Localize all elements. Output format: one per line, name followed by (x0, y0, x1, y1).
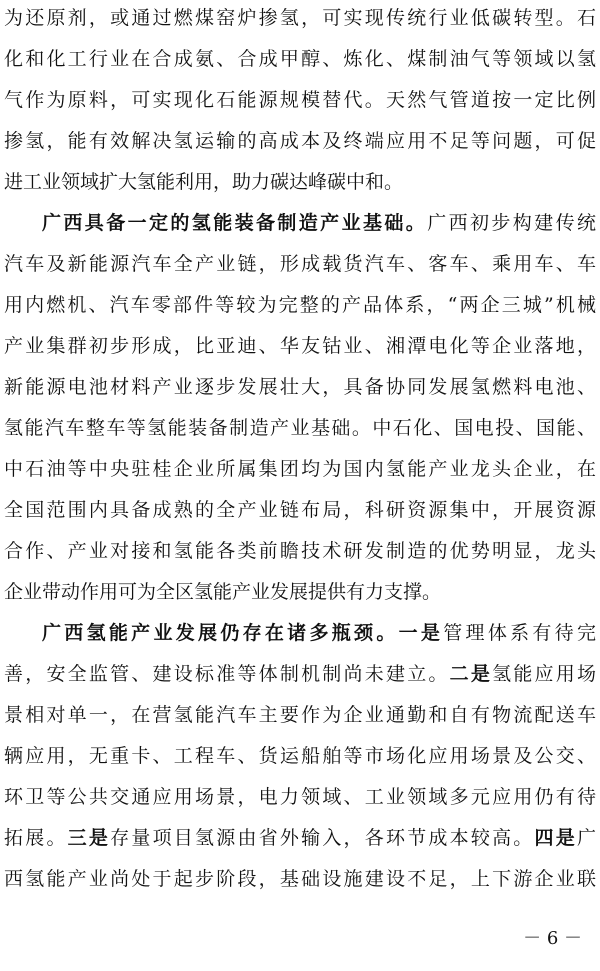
paragraph-text: 善，安全监管、建设标准等体制机制尚未建立。 (4, 663, 450, 685)
section-heading: 广西氢能产业发展仍存在诸多瓶颈。 (42, 622, 399, 644)
paragraph-line: 气作为原料，可实现化石能源规模替代。天然气管道按一定比例 (4, 89, 596, 111)
paragraph-line: 全国范围内具备成熟的全产业链布局，科研资源集中，开展资源 (4, 499, 596, 521)
paragraph-line: 新能源电池材料产业逐步发展壮大，具备协同发展氢燃料电池、 (4, 376, 596, 398)
paragraph-text: 氢能应用场 (492, 663, 596, 685)
paragraph-line: 辆应用，无重卡、工程车、货运船舶等市场化应用场景及公交、 (4, 745, 596, 767)
paragraph-text: 拓展。 (4, 827, 68, 849)
paragraph-line: 掺氢，能有效解决氢运输的高成本及终端应用不足等问题，可促 (4, 130, 596, 152)
paragraph-heading-line (42, 205, 596, 241)
paragraph-line: 合作、产业对接和氢能各类前瞻技术研发制造的优势明显，龙头 (4, 540, 596, 562)
paragraph-line (4, 656, 596, 692)
paragraph-line: 企业带动作用可为全区氢能产业发展提供有力支撑。 (4, 581, 442, 603)
paragraph-line: 产业集群初步形成，比亚迪、华友钴业、湘潭电化等企业落地， (4, 335, 596, 357)
paragraph-text: 存量项目氢源由省外输入，各环节成本较高。 (110, 827, 535, 849)
paragraph-line: 进工业领域扩大氢能利用，助力碳达峰碳中和。 (4, 171, 404, 193)
paragraph-text: 广西初步构建传统 (427, 212, 596, 234)
paragraph-text: 广 (576, 827, 596, 849)
paragraph-line: 为还原剂，或通过燃煤窑炉掺氢，可实现传统行业低碳转型。石 (4, 7, 596, 29)
paragraph-line: 环卫等公共交通应用场景，电力领域、工业领域多元应用仍有待 (4, 786, 596, 808)
paragraph-line: 中石油等中央驻桂企业所属集团均为国内氢能产业龙头企业，在 (4, 458, 596, 480)
point-label: 二是 (449, 663, 493, 685)
paragraph-line: 景相对单一，在营氢能汽车主要作为企业通勤和自有物流配送车 (4, 704, 596, 726)
paragraph-line: 化和化工行业在合成氨、合成甲醇、炼化、煤制油气等领域以氢 (4, 48, 596, 70)
point-label: 四是 (534, 827, 577, 849)
paragraph-line: 用内燃机、汽车零部件等较为完整的产品体系，“两企三城”机械 (4, 294, 596, 316)
paragraph-heading-line (42, 615, 596, 651)
paragraph-line: 西氢能产业尚处于起步阶段，基础设施建设不足，上下游企业联 (4, 868, 596, 890)
page-number: － 6 － (523, 928, 582, 949)
point-label: 三是 (67, 827, 111, 849)
paragraph-line: 汽车及新能源汽车全产业链，形成载货汽车、客车、乘用车、车 (4, 253, 596, 275)
point-label: 一是 (398, 622, 444, 644)
paragraph-line: 氢能汽车整车等氢能装备制造产业基础。中石化、国电投、国能、 (4, 417, 596, 439)
section-heading: 广西具备一定的氢能装备制造产业基础。 (42, 212, 428, 234)
paragraph-text: 管理体系有待完 (443, 622, 596, 644)
paragraph-line (4, 820, 596, 856)
